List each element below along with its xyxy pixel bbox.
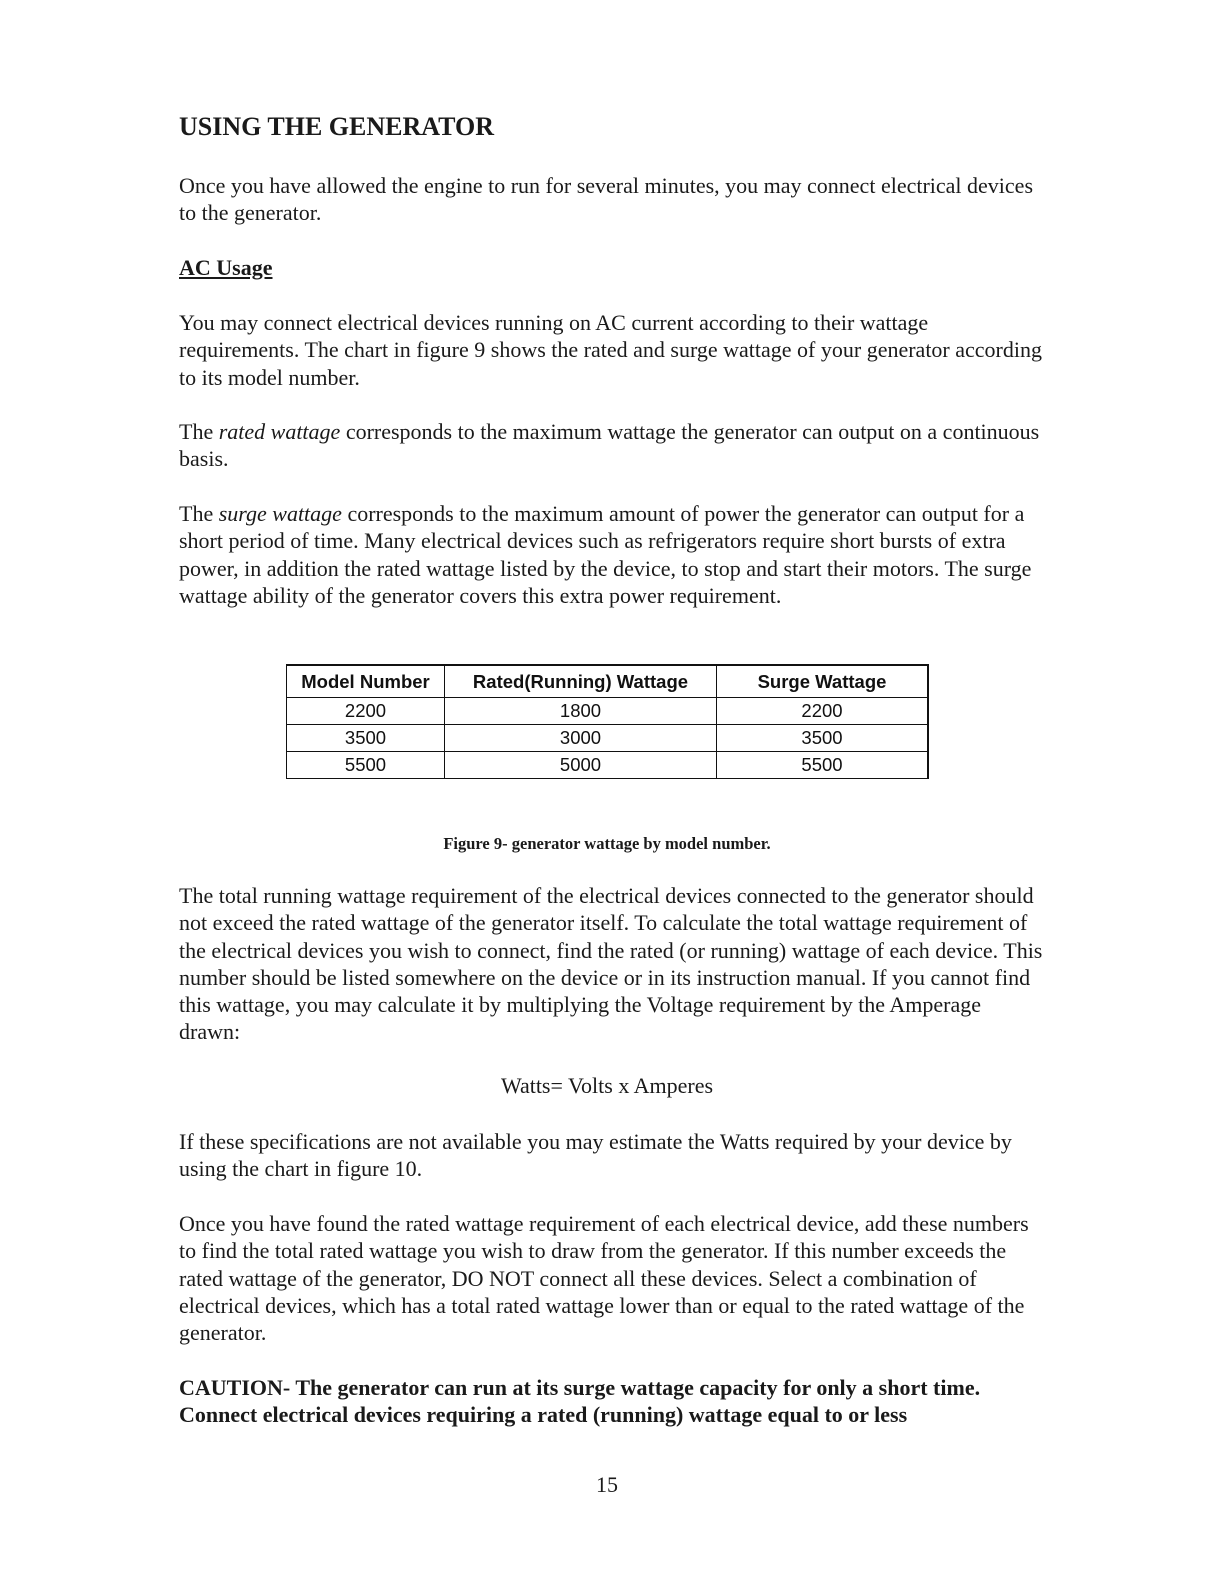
- cell-surge: 2200: [717, 698, 929, 725]
- surge-prefix: The: [179, 501, 219, 526]
- cell-surge: 3500: [717, 725, 929, 752]
- estimate-paragraph: If these specifications are not available you may estimate the Watts required by your device by using the chart in figure 10.: [179, 1129, 1012, 1182]
- intro-paragraph: Once you have allowed the engine to run for several minutes, you may connect electrical devices to the generator.: [179, 173, 1034, 226]
- combination-paragraph: Once you have found the rated wattage requirement of each electrical device, add these numbers to find the total rated wattage you wish to draw from the generator. If this number exceeds the rated wattage of the generator, DO NOT connect all these devices. Select a combination of electrical devices, which has a total rated wattage lower than or equal to the rated wattage of the generator.: [179, 1211, 1029, 1346]
- cell-surge: 5500: [717, 752, 929, 779]
- cell-model: 3500: [287, 725, 445, 752]
- ac-usage-heading: AC Usage: [179, 255, 273, 280]
- table-row: [287, 725, 929, 752]
- table-header-row: [287, 665, 929, 698]
- header-model-number: Model Number: [287, 665, 445, 698]
- rated-prefix: The: [179, 419, 219, 444]
- surge-suffix: corresponds to the maximum amount of power the generator can output for a short period of time. Many electrical devices such as refrigerators require short bursts of extra power, in addition the rated wattage listed by the device, to stop and start their motors. The surge wattage ability of the generator covers this extra power requirement.: [179, 501, 1032, 608]
- rated-wattage-paragraph: [179, 418, 1044, 473]
- cell-rated: 1800: [445, 698, 717, 725]
- table-row: [287, 752, 929, 779]
- header-rated-wattage: Rated(Running) Wattage: [445, 665, 717, 698]
- table-row: [287, 698, 929, 725]
- rated-wattage-term: rated wattage: [218, 419, 341, 444]
- cell-rated: 5000: [445, 752, 717, 779]
- cell-model: 2200: [287, 698, 445, 725]
- rated-suffix: corresponds to the maximum wattage the generator can output on a continuous basis.: [179, 419, 1040, 472]
- watts-formula: Watts= Volts x Amperes: [500, 1073, 714, 1098]
- caution-notice: CAUTION- The generator can run at its surge wattage capacity for only a short time. Connect electrical devices requiring a rated (running) wattage equal to or less: [179, 1375, 981, 1428]
- cell-model: 5500: [287, 752, 445, 779]
- section-title: USING THE GENERATOR: [179, 112, 494, 141]
- wattage-table-container: [286, 664, 929, 779]
- total-running-paragraph: The total running wattage requirement of the electrical devices connected to the generator should not exceed the rated wattage of the generator itself. To calculate the total wattage requirement of the electrical devices you wish to connect, find the rated (or running) wattage of each device. This number should be listed somewhere on the device or in its instruction manual. If you cannot find this wattage, you may calculate it by multiplying the Voltage requirement by the Amperage drawn:: [179, 883, 1043, 1045]
- page-number: 15: [596, 1472, 618, 1497]
- wattage-table: [286, 664, 929, 779]
- figure-caption: Figure 9- generator wattage by model number.: [443, 834, 771, 853]
- header-surge-wattage: Surge Wattage: [717, 665, 929, 698]
- surge-wattage-term: surge wattage: [218, 501, 342, 526]
- ac-usage-paragraph: You may connect electrical devices running on AC current according to their wattage requirements. The chart in figure 9 shows the rated and surge wattage of your generator according to its model number.: [179, 310, 1042, 390]
- surge-wattage-paragraph: [179, 500, 1044, 609]
- cell-rated: 3000: [445, 725, 717, 752]
